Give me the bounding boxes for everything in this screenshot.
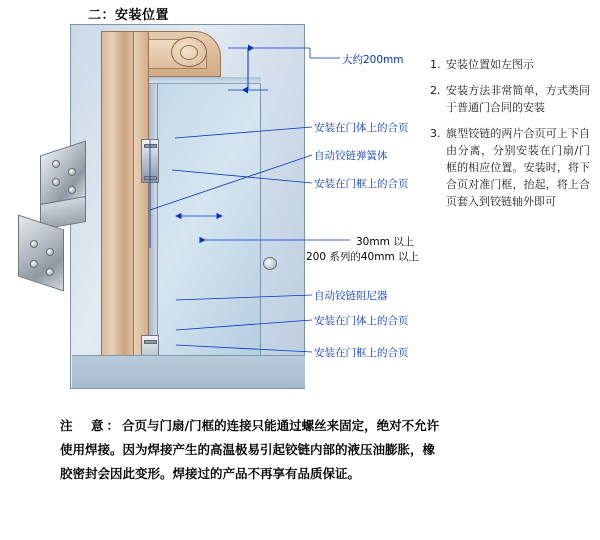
door-latch-knob	[263, 257, 277, 270]
callout-hinge-on-frame-upper: 安装在门框上的合页	[314, 178, 409, 190]
note-number: 3.	[430, 127, 441, 141]
door-jamb-inner	[133, 31, 149, 383]
callout-dimension-top: 大约200mm	[342, 54, 404, 66]
screw-hole-icon	[46, 268, 54, 276]
callout-hinge-on-door-upper: 安装在门体上的合页	[314, 122, 409, 134]
door-jamb-outer	[101, 31, 135, 383]
screw-hole-icon	[68, 168, 76, 176]
hinge-pin	[144, 340, 157, 344]
warning-text-1: 合页与门扇/门框的连接只能通过螺丝来固定，绝对不允许	[122, 418, 440, 433]
callout-30mm: 30mm 以上	[356, 236, 415, 248]
page-title: 二：安装位置	[88, 8, 170, 23]
callout-hinge-on-door-lower: 安装在门体上的合页	[314, 315, 409, 327]
spiral-detail-icon	[171, 37, 207, 67]
warning-text-3: 胶密封会因此变形。焊接过的产品不再享有品质保证。	[60, 465, 361, 481]
screw-hole-icon	[46, 248, 54, 256]
note-text: 旗型铰链的两片合页可上下自由分离，分别安装在门扇/门框的相应位置。安装时，将下合页对准门框，抬起，将上合页套入到铰链轴外即可	[446, 127, 590, 209]
list-item	[430, 82, 590, 116]
screw-hole-icon	[68, 186, 76, 194]
list-item	[430, 125, 590, 210]
installation-illustration	[70, 24, 305, 389]
warning-lead: 注 意：	[60, 418, 123, 433]
screw-hole-icon	[30, 260, 38, 268]
floor-surface	[72, 355, 305, 388]
notes-list	[430, 56, 590, 219]
hinge-pin	[144, 144, 157, 148]
callout-hinge-on-frame-lower: 安装在门框上的合页	[314, 347, 409, 359]
warning-line-1	[60, 414, 560, 438]
hinge-pin	[144, 176, 157, 180]
note-text: 安装方法非常简单，方式类同于普通门合同的安装	[446, 84, 590, 115]
hinge-upper	[141, 139, 159, 183]
warning-block	[60, 414, 560, 485]
door-leaf-edge	[149, 77, 158, 375]
note-number: 1.	[430, 58, 441, 71]
screw-hole-icon	[30, 240, 38, 248]
screw-hole-icon	[52, 178, 60, 186]
glass-door-leaf	[149, 77, 261, 375]
hinge-product-photo	[14, 148, 88, 300]
callout-200-series-40mm: 200 系列的40mm 以上	[306, 251, 420, 263]
warning-text-2: 使用焊接。因为焊接产生的高温极易引起铰链内部的液压油膨胀，橡	[60, 441, 436, 457]
screw-hole-icon	[52, 160, 60, 168]
door-leaf-top-bevel	[149, 77, 261, 84]
list-item	[430, 56, 590, 73]
note-number: 2.	[430, 84, 441, 98]
callout-spring-body: 自动铰链弹簧体	[314, 150, 388, 162]
note-text: 安装位置如左图示	[446, 58, 534, 71]
callout-damper: 自动铰链阻尼器	[314, 290, 388, 302]
